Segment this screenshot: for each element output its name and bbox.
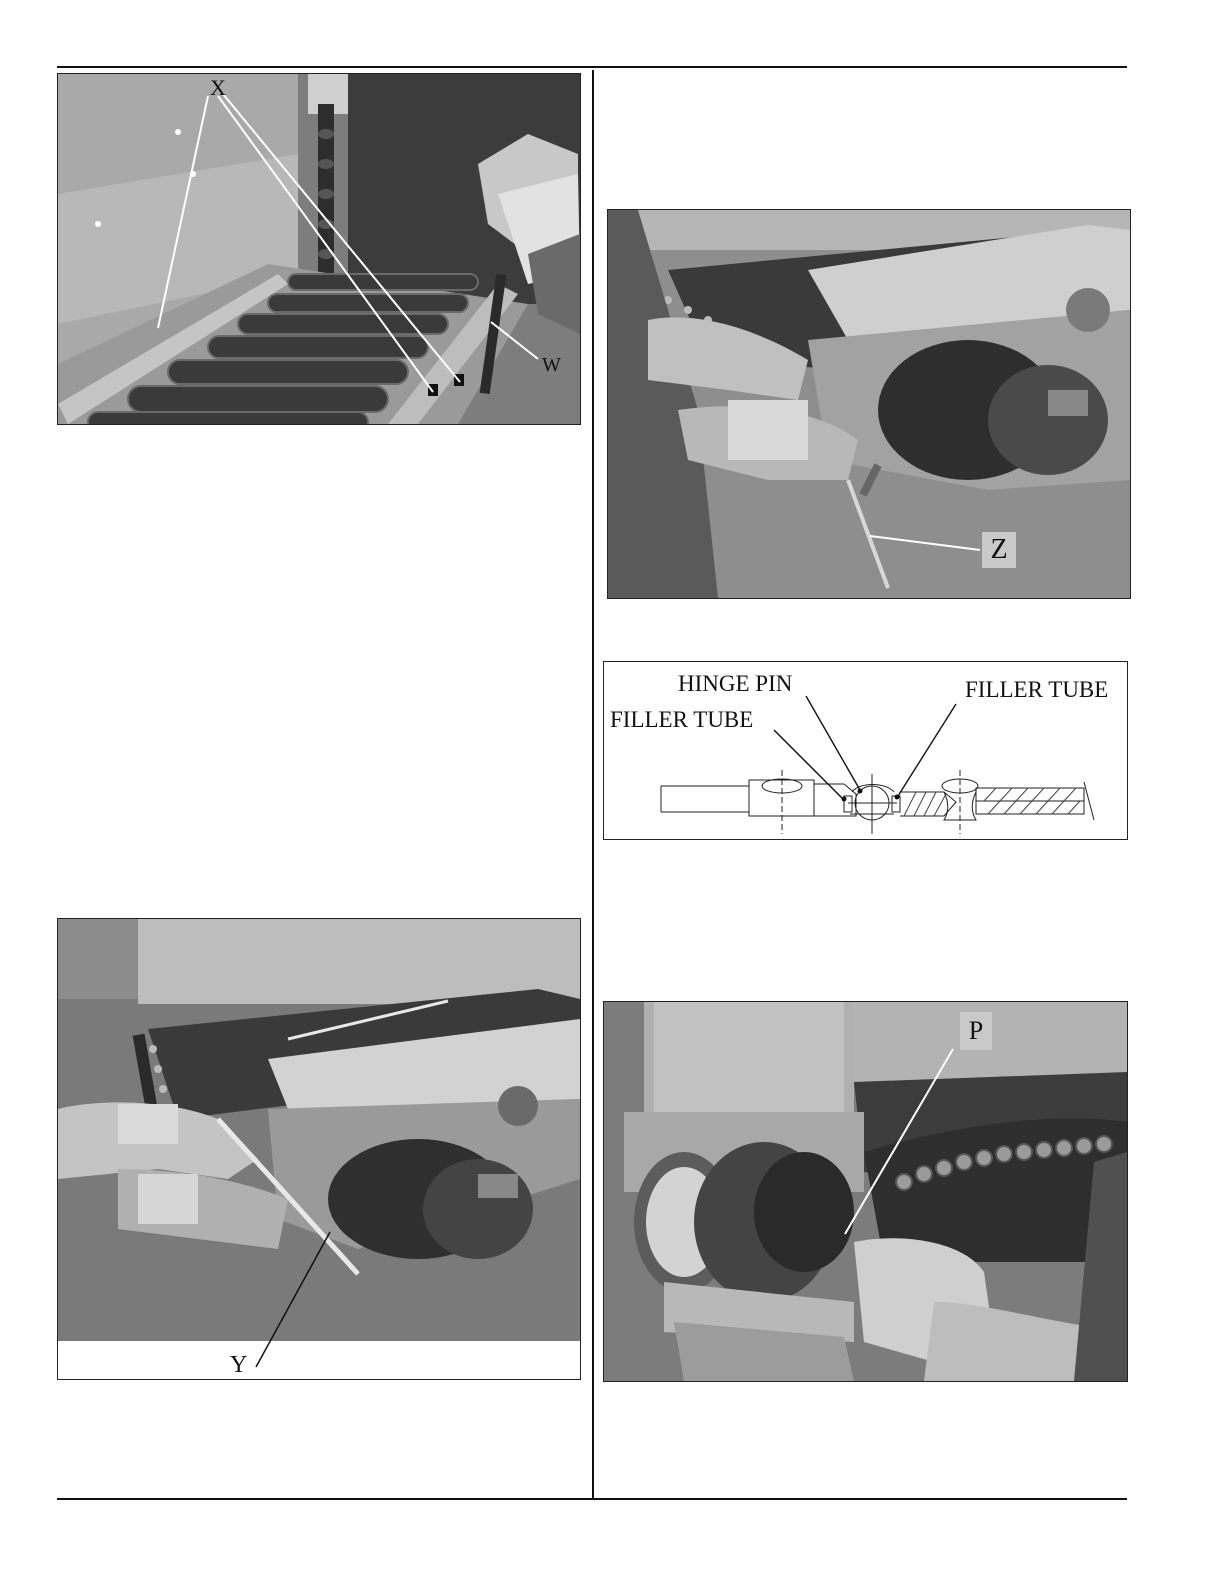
label-hinge-pin: HINGE PIN xyxy=(678,671,793,696)
callout-p: P xyxy=(960,1012,992,1050)
label-filler-tube-right: FILLER TUBE xyxy=(965,677,1109,702)
hinge-rod-illustration xyxy=(58,919,580,1379)
photo-hinge-rod-insertion xyxy=(57,918,581,1380)
hinge-pin-removal-illustration xyxy=(608,210,1130,598)
drive-assembly-illustration xyxy=(604,1002,1127,1381)
hinge-cross-section-diagram xyxy=(603,661,1128,840)
conveyor-rollers-illustration xyxy=(58,74,580,424)
callout-w: W xyxy=(542,354,561,376)
callout-x: X xyxy=(210,75,226,100)
callout-z: Z xyxy=(982,532,1016,568)
photo-conveyor-rollers xyxy=(57,73,581,425)
top-rule xyxy=(57,66,1127,68)
photo-hinge-pin-removal xyxy=(607,209,1131,599)
callout-y: Y xyxy=(230,1352,248,1378)
label-filler-tube-left: FILLER TUBE xyxy=(610,707,754,732)
bottom-rule xyxy=(57,1498,1127,1500)
photo-drive-assembly xyxy=(603,1001,1128,1382)
column-divider xyxy=(592,70,594,1498)
